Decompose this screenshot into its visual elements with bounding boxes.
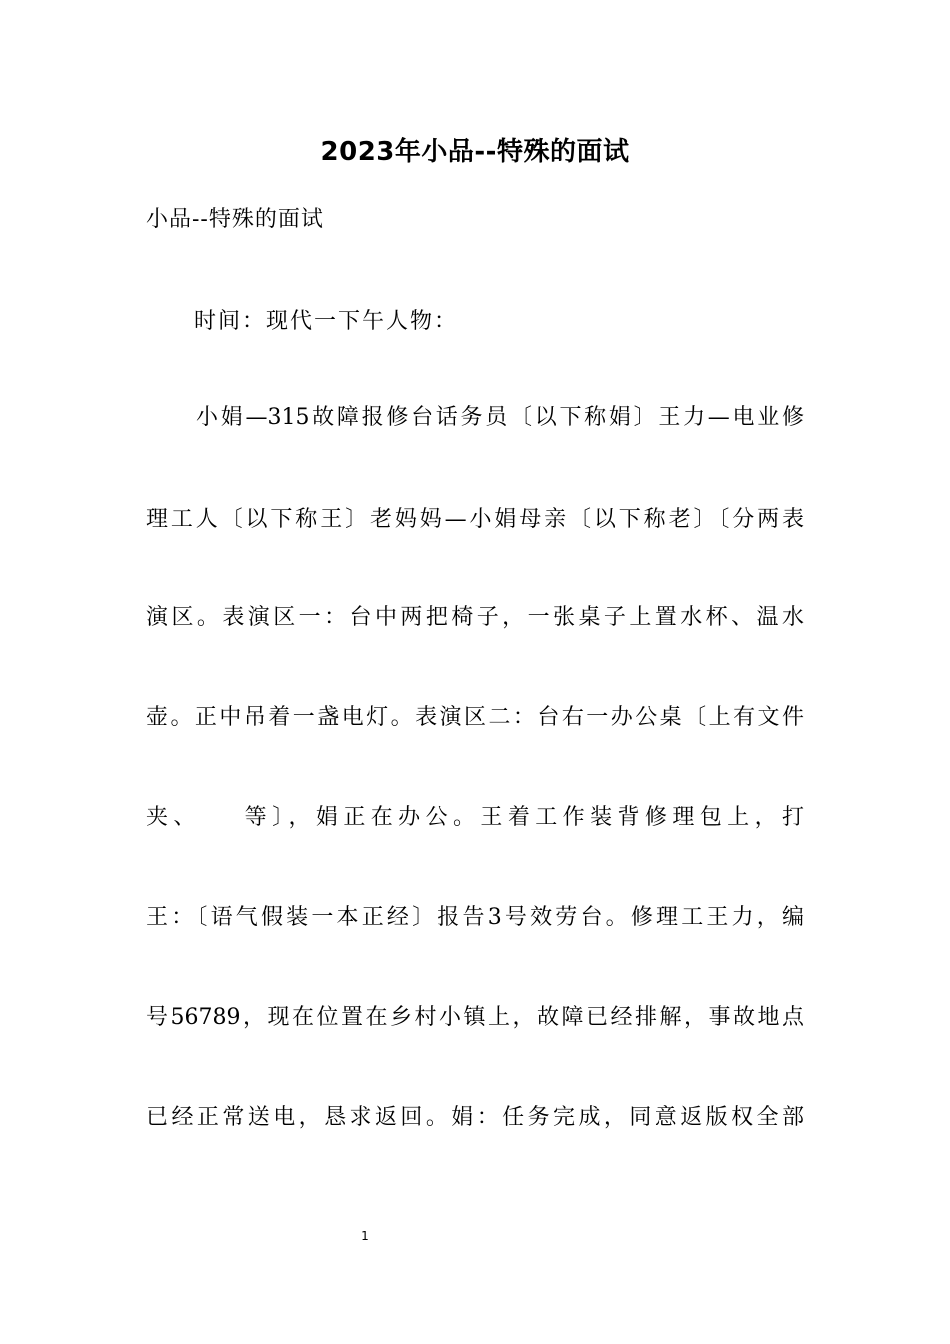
body-line: 壶。正中吊着一盏电灯。表演区二：台右一办公桌〔上有文件 [146, 705, 804, 730]
body-line: 王：〔语气假装一本正经〕报告3号效劳台。修理工王力，编 [146, 905, 804, 930]
body-line: 夹、 等〕，娟正在办公。王着工作装背修理包上，打 [146, 805, 804, 830]
body-line: 已经正常送电，恳求返回。娟：任务完成，同意返版权全部 [146, 1105, 804, 1130]
body-line: 号56789，现在位置在乡村小镇上，故障已经排解，事故地点 [146, 1005, 804, 1030]
body-line: 小娟—315故障报修台话务员〔以下称娟〕王力—电业修 [196, 405, 804, 430]
time-and-characters-line: 时间：现代一下午人物： [194, 309, 459, 334]
document-title: 2023年小品--特殊的面试 [320, 137, 630, 167]
page-number: 1 [361, 1229, 369, 1243]
body-line: 演区。表演区一：台中两把椅子，一张桌子上置水杯、温水 [146, 605, 804, 630]
document-subtitle: 小品--特殊的面试 [146, 207, 324, 232]
body-line: 理工人〔以下称王〕老妈妈—小娟母亲〔以下称老〕〔分两表 [146, 507, 804, 532]
